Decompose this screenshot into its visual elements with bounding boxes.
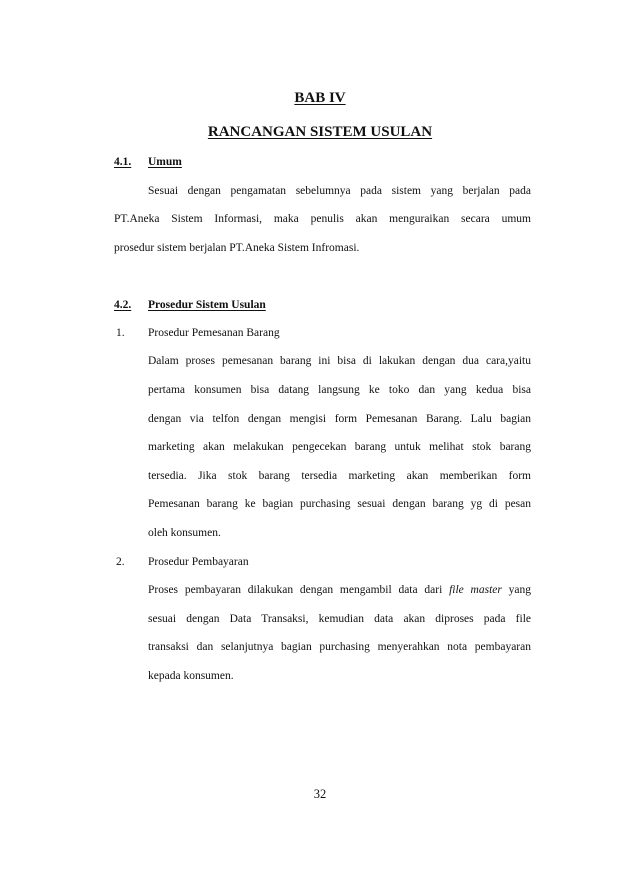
list-item-title: Prosedur Pemesanan Barang bbox=[148, 327, 280, 339]
paragraph-line: PT.Aneka Sistem Informasi, maka penulis akan menguraikan secara umum bbox=[114, 213, 531, 225]
line-text: Proses pembayaran dilakukan dengan mengambil data dari bbox=[148, 584, 450, 596]
paragraph-line: Dalam proses pemesanan barang ini bisa di lakukan dengan dua cara,yaitu bbox=[148, 355, 531, 367]
paragraph-line bbox=[148, 584, 531, 596]
paragraph-line: oleh konsumen. bbox=[148, 527, 221, 539]
section-title: Umum bbox=[148, 156, 182, 168]
line-text: yang bbox=[501, 584, 531, 596]
list-item-number: 1. bbox=[116, 327, 125, 339]
chapter-heading: BAB IV bbox=[294, 90, 346, 106]
paragraph-line: marketing akan melakukan pengecekan barang untuk melihat stok barang bbox=[148, 441, 531, 453]
paragraph-line: sesuai dengan Data Transaksi, kemudian data akan diproses pada file bbox=[148, 613, 531, 625]
paragraph-line: Sesuai dengan pengamatan sebelumnya pada sistem yang berjalan pada bbox=[148, 185, 531, 197]
paragraph-line: kepada konsumen. bbox=[148, 670, 234, 682]
paragraph-line: prosedur sistem berjalan PT.Aneka Sistem Infromasi. bbox=[114, 242, 360, 254]
section-number: 4.2. bbox=[114, 299, 132, 311]
paragraph-line: dengan via telfon dengan mengisi form Pemesanan Barang. Lalu bagian bbox=[148, 413, 531, 425]
list-item-number: 2. bbox=[116, 556, 125, 568]
paragraph-line: transaksi dan selanjutnya bagian purchasing menyerahkan nota pembayaran bbox=[148, 641, 531, 653]
page-number: 32 bbox=[313, 787, 327, 801]
paragraph-line: tersedia. Jika stok barang tersedia marketing akan memberikan form bbox=[148, 470, 531, 482]
section-number: 4.1. bbox=[114, 156, 132, 168]
italic-term: file master bbox=[449, 584, 502, 596]
list-item-title: Prosedur Pembayaran bbox=[148, 556, 249, 568]
section-title: Prosedur Sistem Usulan bbox=[148, 299, 266, 311]
paragraph-line: pertama konsumen bisa datang langsung ke toko dan yang kedua bisa bbox=[148, 384, 531, 396]
chapter-title: RANCANGAN SISTEM USULAN bbox=[207, 124, 433, 140]
paragraph-line: Pemesanan barang ke bagian purchasing sesuai dengan barang yg di pesan bbox=[148, 498, 531, 510]
